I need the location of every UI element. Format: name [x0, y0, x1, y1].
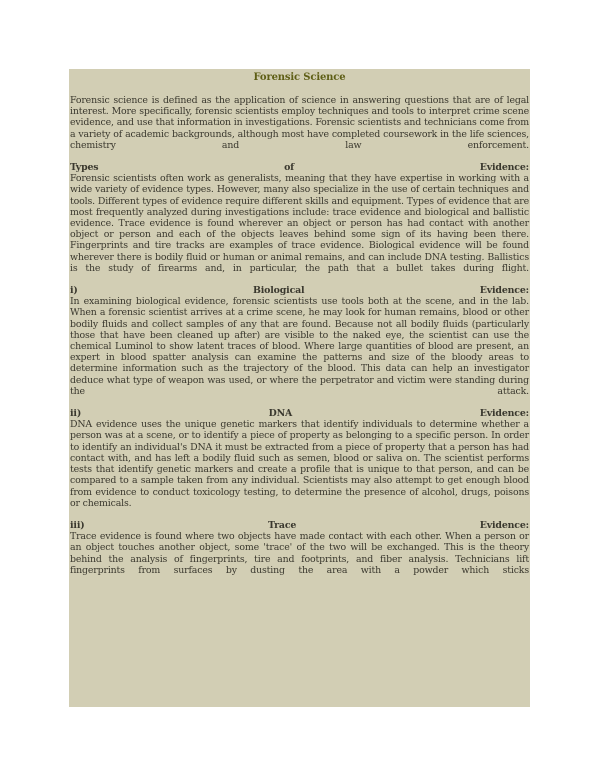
section-paragraph-trace: Trace evidence is found where two objects have made contact with each other. When a person or an object touches another object, some 'trace' of the two will be exchanged. This is the theory behind the analysis of fingerprints, tire and footprints, and fiber analysis. Technicians lift fingerprints from surfaces by dusting the area with a powder which sticks [70, 531, 529, 576]
page-title: Forensic Science [253, 72, 346, 83]
heading-word: Evidence: [479, 162, 529, 174]
document-page [69, 69, 530, 707]
heading-word: Evidence: [479, 285, 529, 297]
section-paragraph-biological: In examining biological evidence, forensic scientists use tools both at the scene, and in the lab. When a forensic scientist arrives at a crime scene, he may look for human remains, blood or other bodily fluids and collect samples of any that are found. Because not all bodily fluids (particularly those that have been cleaned up after) are visible to the naked eye, the scientist can use the chemical Luminol to show latent traces of blood. Where large quantities of blood are present, an expert in blood spatter analysis can examine the patterns and size of the bloody areas to determine information such as the trajectory of the blood. This data can help an investigator deduce what type of weapon was used, or where the perpetrator and victim were standing during the attack. [70, 296, 529, 397]
heading-word: Types [70, 162, 99, 174]
heading-word: i) [70, 285, 78, 297]
intro-paragraph: Forensic science is defined as the application of science in answering questions that are of legal interest. More specifically, forensic scientists employ techniques and tools to interpret crime scene evidence, and use that information in investigations. Forensic scientists and technicians come from a variety of academic backgrounds, although most have completed coursework in the life sciences, chemistry and law enforcement. [70, 95, 529, 151]
section-heading-dna [69, 408, 530, 419]
heading-word: ii) [70, 408, 82, 420]
heading-word: Trace [268, 519, 297, 531]
heading-word: Evidence: [479, 519, 529, 531]
heading-word: Evidence: [479, 408, 529, 420]
section-paragraph-types: Forensic scientists often work as generalists, meaning that they have expertise in working with a wide variety of evidence types. However, many also specialize in the use of certain techniques and tools. Different types of evidence require different skills and equipment. Types of evidence that are most frequently analyzed during investigations include: trace evidence and biological and ballistic evidence. Trace evidence is found wherever an object or person has had contact with another object or person and each of the objects leaves behind some sign of its having been there. Fingerprints and tire tracks are examples of trace evidence. Biological evidence will be found wherever there is bodily fluid or human or animal remains, and can include DNA testing. Ballistics is the study of firearms and, in particular, the path that a bullet takes during flight. [70, 173, 529, 274]
heading-word: DNA [268, 408, 293, 420]
heading-word: iii) [70, 519, 85, 531]
section-heading-trace [69, 520, 530, 531]
heading-word: of [284, 162, 295, 174]
heading-word: Biological [252, 285, 305, 297]
section-heading-types [69, 162, 530, 173]
section-heading-biological [69, 285, 530, 296]
section-paragraph-dna: DNA evidence uses the unique genetic markers that identify individuals to determine whether a person was at a scene, or to identify a piece of property as belonging to a specific person. In order to identify an individual's DNA it must be extracted from a piece of property that a person has had contact with, and has left a bodily fluid such as semen, blood or saliva on. The scientist performs tests that identify genetic markers and create a profile that is unique to that person, and can be compared to a sample taken from any individual. Scientists may also attempt to get enough blood from evidence to conduct toxicology testing, to determine the presence of alcohol, drugs, poisons or chemicals. [70, 419, 529, 509]
